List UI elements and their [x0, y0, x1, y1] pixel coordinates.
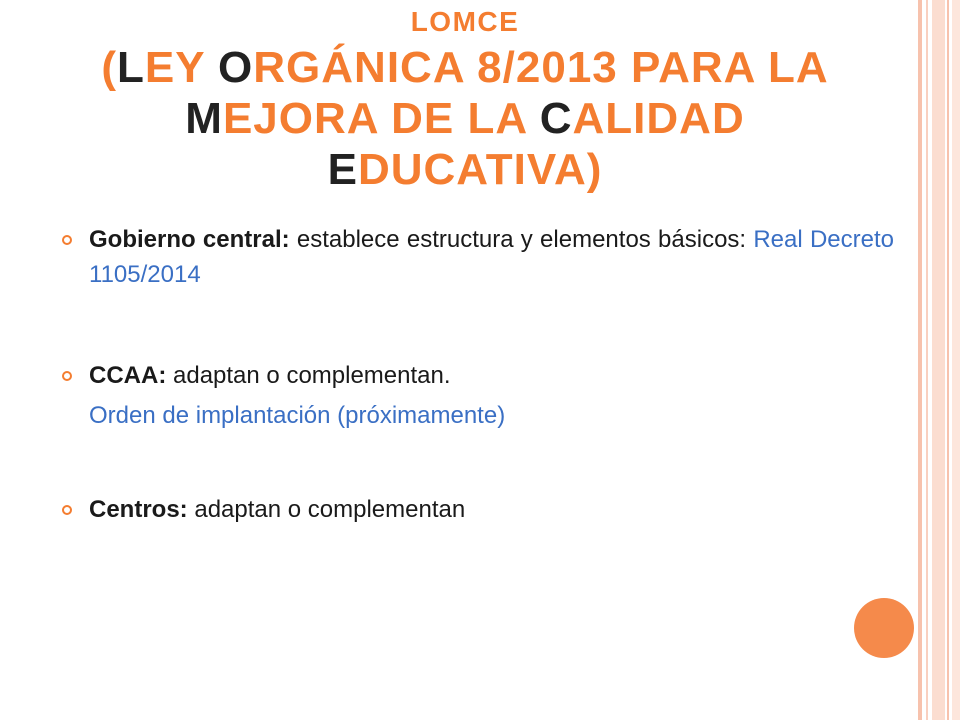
bullet-icon [62, 505, 72, 515]
title-acronym: LOMCE [410, 6, 520, 37]
decorative-stripe [926, 0, 928, 720]
bullet-text: establece estructura y elementos básicos: [296, 226, 747, 253]
bullet-label: Gobierno central: [89, 226, 290, 253]
title-word: DUCATIVA [357, 145, 587, 194]
title-word: ALIDAD [572, 94, 745, 143]
decorative-stripe [947, 0, 949, 720]
decorative-stripe [918, 0, 922, 720]
reference-link[interactable]: Orden de implantación (próximamente) [89, 402, 506, 429]
list-item [62, 222, 894, 292]
bullet-text: adaptan o complementan [194, 496, 466, 523]
decorative-circle [854, 598, 914, 658]
title-cap: O [218, 43, 254, 92]
decorative-stripe [932, 0, 945, 720]
bullet-label: CCAA: [89, 362, 167, 389]
list-item [62, 358, 894, 393]
title-cap: M [185, 94, 223, 143]
title-cap: E [327, 145, 358, 194]
bullet-icon [62, 371, 72, 381]
decorative-stripe [952, 0, 960, 720]
title-close-paren: ) [586, 145, 603, 194]
title-cap: L [117, 43, 145, 92]
title-open-paren: ( [101, 43, 117, 92]
bullet-icon [62, 235, 72, 245]
slide-title [30, 0, 900, 195]
reference-link[interactable]: Real Decreto 1105/2014 [89, 226, 894, 288]
list-item [62, 492, 894, 527]
title-word: EY [144, 43, 205, 92]
title-cap: C [539, 94, 573, 143]
bullet-label: Centros: [89, 496, 188, 523]
bullet-text: adaptan o complementan. [173, 362, 451, 389]
title-word: RGÁNICA 8/2013 PARA LA [253, 43, 829, 92]
title-word: EJORA DE LA [222, 94, 527, 143]
